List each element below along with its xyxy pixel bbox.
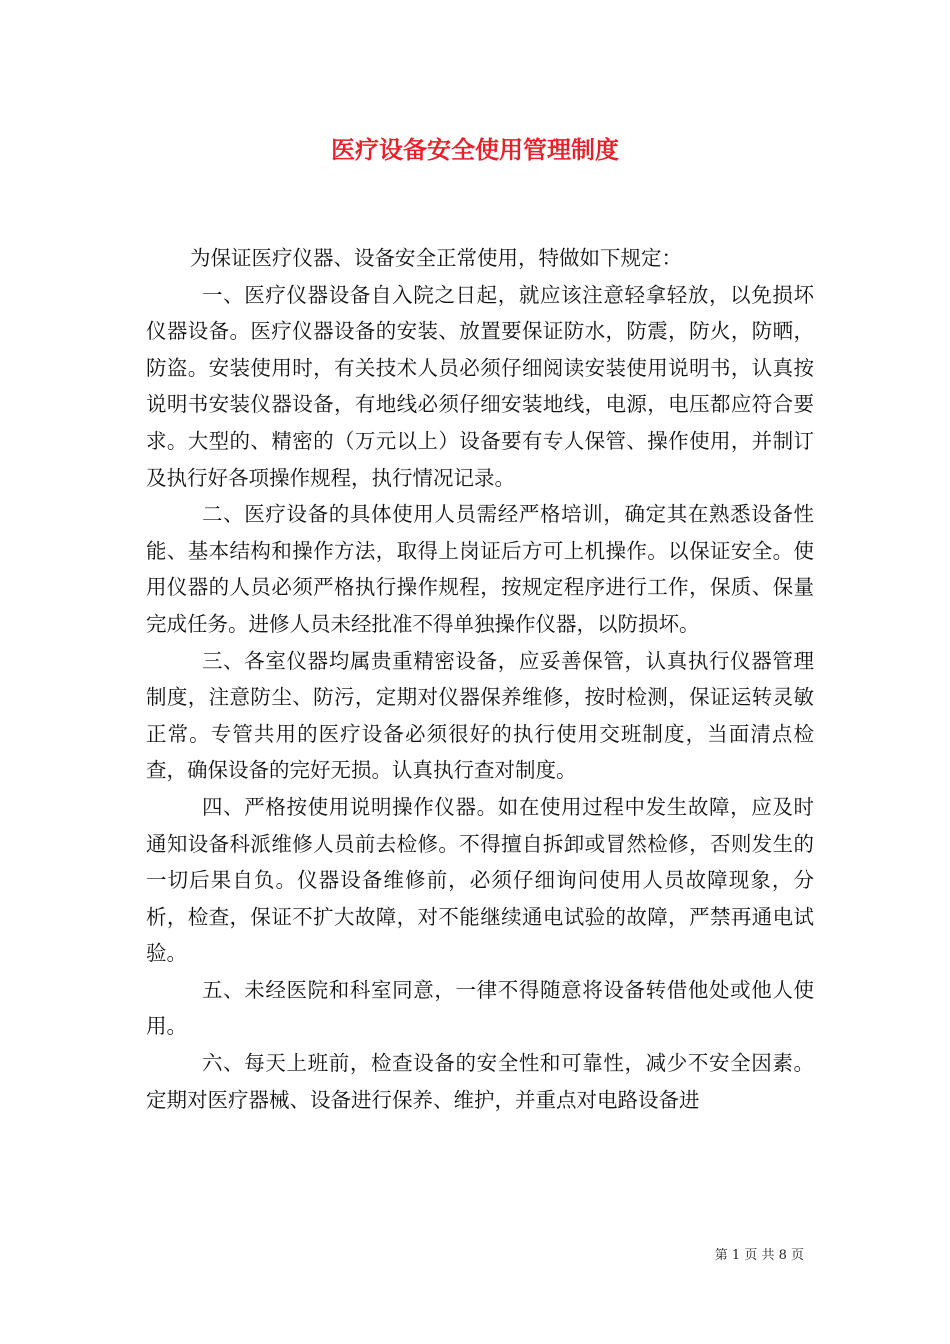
paragraph-6: 六、每天上班前，检查设备的安全性和可靠性，减少不安全因素。定期对医疗器械、设备进行保养、维护，并重点对电路设备进 bbox=[146, 1051, 814, 1112]
document-title: 医疗设备安全使用管理制度 bbox=[331, 135, 619, 164]
document-body bbox=[146, 240, 814, 1118]
intro-paragraph: 为保证医疗仪器、设备安全正常使用，特做如下规定： bbox=[190, 246, 682, 270]
paragraph-4: 四、严格按使用说明操作仪器。如在使用过程中发生故障，应及时通知设备科派维修人员前去检修。不得擅自拆卸或冒然检修，否则发生的一切后果自负。仪器设备维修前，必须仔细询问使用人员故障现象，分析，检查，保证不扩大故障，对不能继续通电试验的故障，严禁再通电试验。 bbox=[146, 794, 814, 966]
paragraph-3: 三、各室仪器均属贵重精密设备，应妥善保管，认真执行仪器管理制度，注意防尘、防污，定期对仪器保养维修，按时检测，保证运转灵敏正常。专管共用的医疗设备必须很好的执行使用交班制度，当面清点检查，确保设备的完好无损。认真执行查对制度。 bbox=[146, 648, 814, 783]
paragraph-5: 五、未经医院和科室同意，一律不得随意将设备转借他处或他人使用。 bbox=[146, 977, 814, 1039]
paragraph-1: 一、医疗仪器设备自入院之日起，就应该注意轻拿轻放，以免损坏仪器设备。医疗仪器设备的安装、放置要保证防水，防震，防火，防晒，防盗。安装使用时，有关技术人员必须仔细阅读安装使用说明书，认真按说明书安装仪器设备，有地线必须仔细安装地线，电源，电压都应符合要求。大型的、精密的（万元以上）设备要有专人保管、操作使用，并制订及执行好各项操作规程，执行情况记录。 bbox=[146, 282, 814, 490]
page-number: 第 1 页 共 8 页 bbox=[714, 1248, 804, 1263]
paragraph-2: 二、医疗设备的具体使用人员需经严格培训，确定其在熟悉设备性能、基本结构和操作方法，取得上岗证后方可上机操作。以保证安全。使用仪器的人员必须严格执行操作规程，按规定程序进行工作，保质、保量完成任务。进修人员未经批准不得单独操作仪器，以防损坏。 bbox=[146, 502, 814, 636]
